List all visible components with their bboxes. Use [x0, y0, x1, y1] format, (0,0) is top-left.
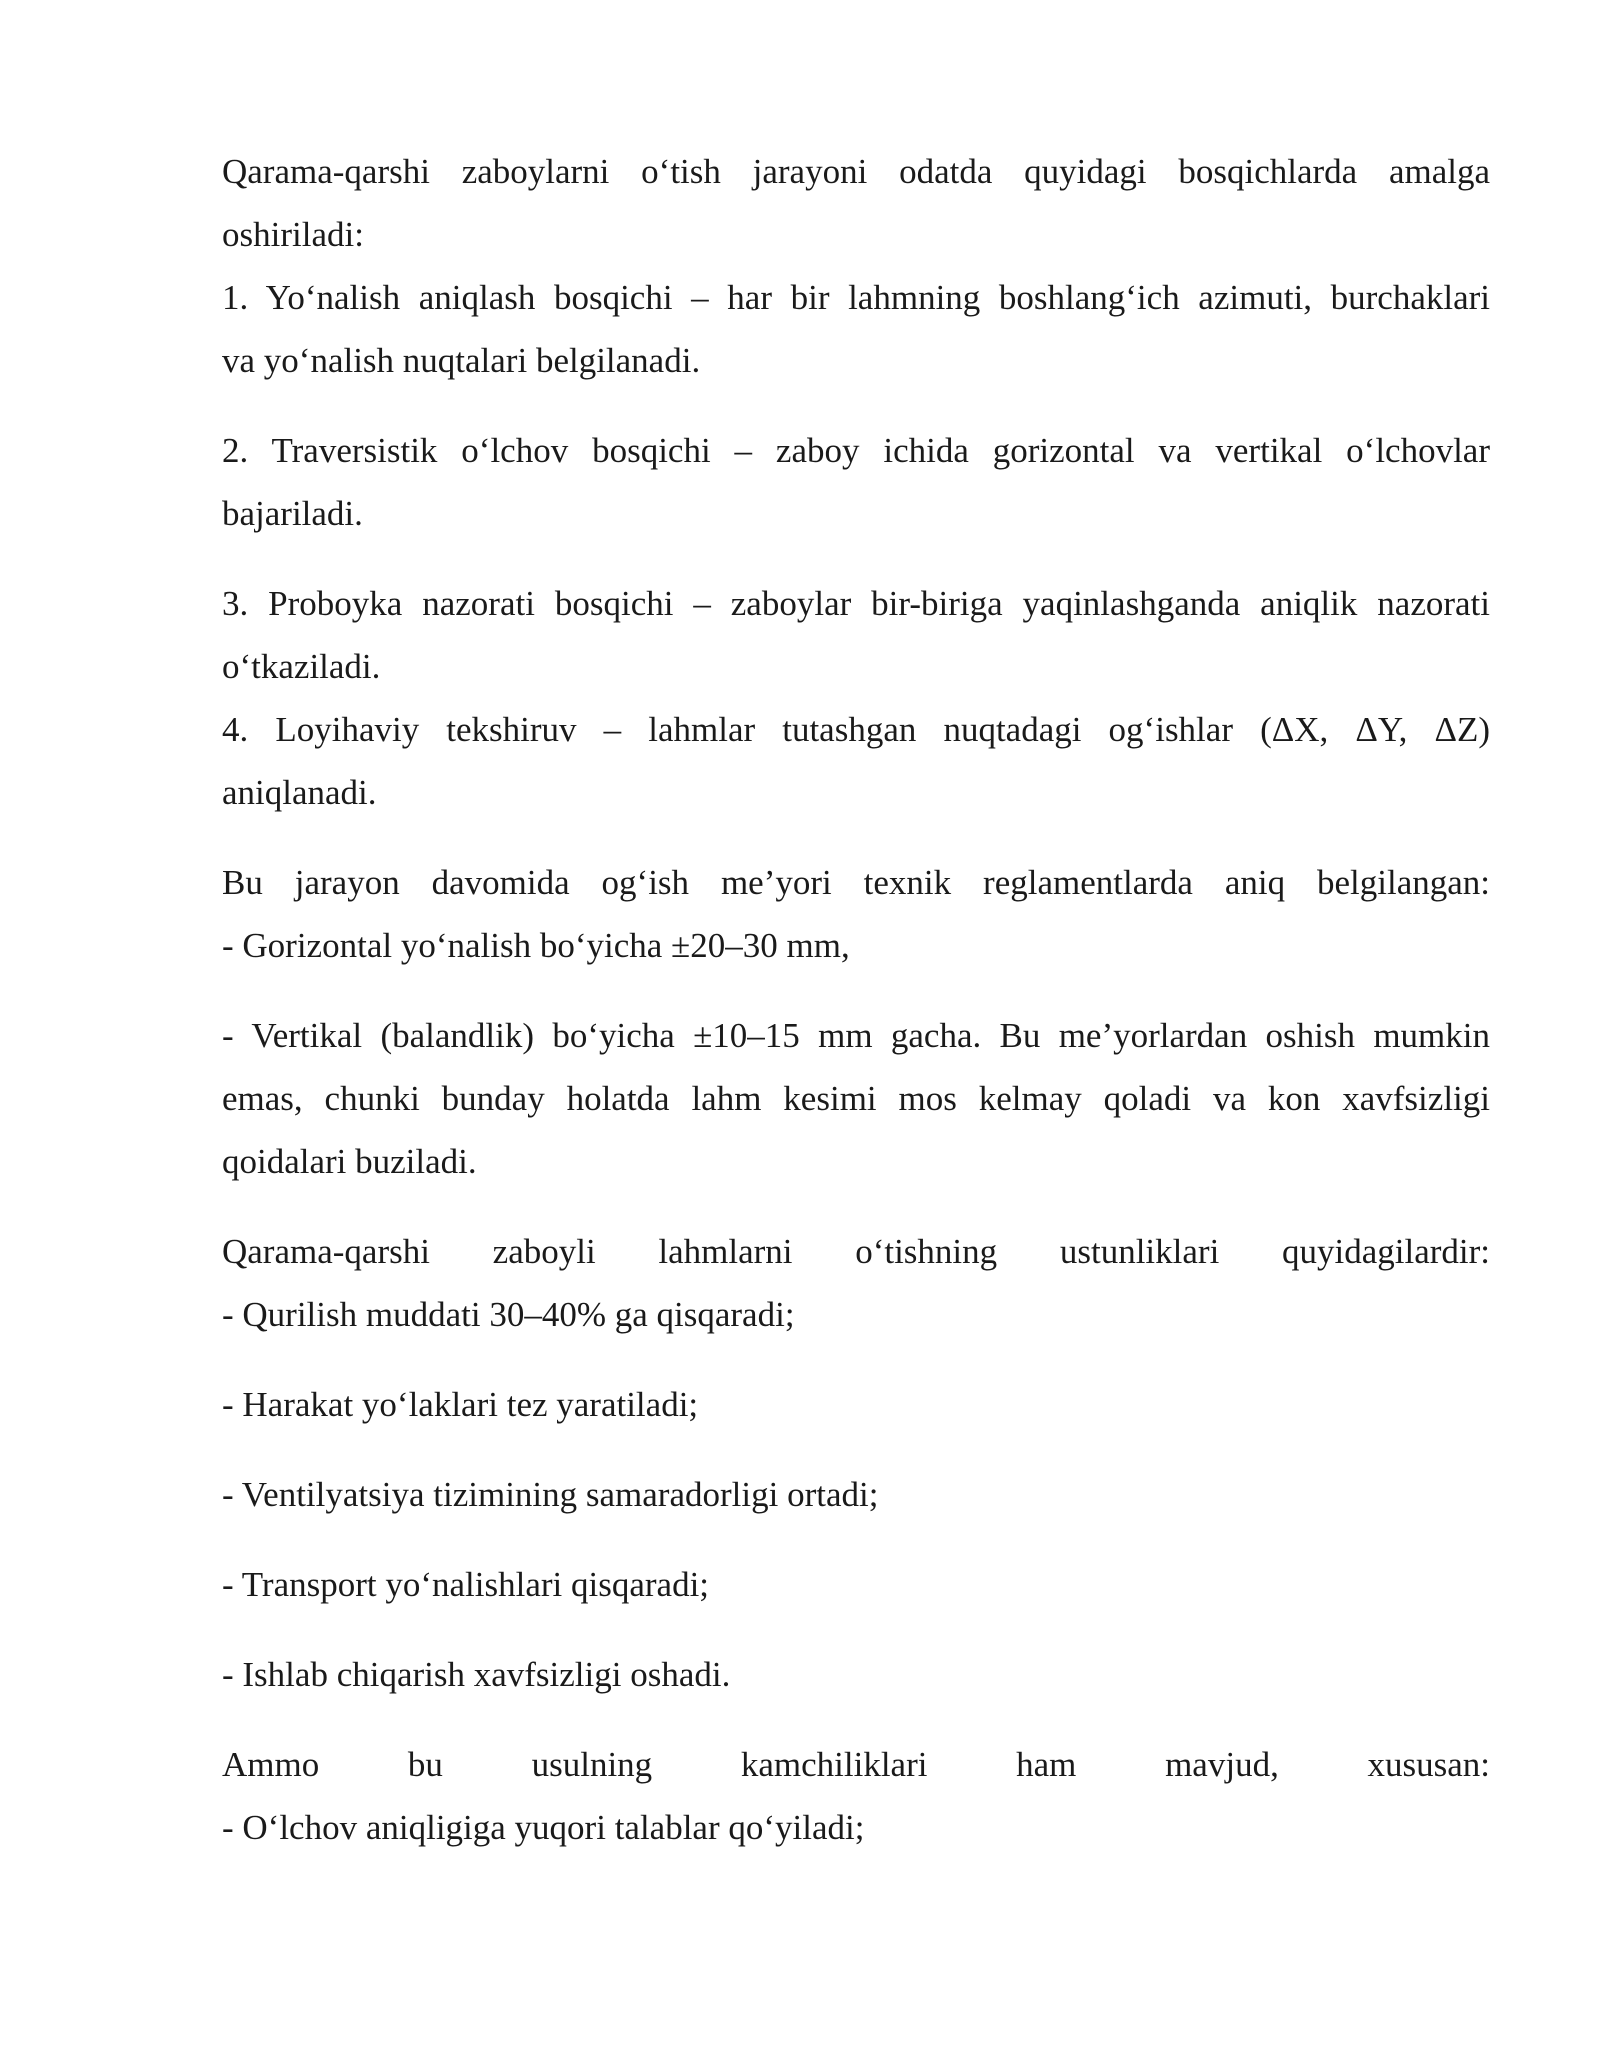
paragraph-line: - Qurilish muddati 30–40% ga qisqaradi;	[222, 1295, 795, 1334]
paragraph-line: - Vertikal (balandlik) bo‘yicha ±10–15 mm gacha. Bu me’yorlardan oshish mumkin	[222, 1016, 1490, 1055]
paragraph-line: Bu jarayon davomida og‘ish me’yori texnik reglamentlarda aniq belgilangan:	[222, 863, 1490, 902]
paragraph-line: Qarama-qarshi zaboyli lahmlarni o‘tishning ustunliklari quyidagilardir:	[222, 1232, 1490, 1271]
paragraph-line: qoidalari buziladi.	[222, 1142, 477, 1181]
paragraph-step-2	[222, 419, 1490, 545]
paragraph-step-1	[222, 266, 1490, 392]
document-page	[222, 140, 1490, 1859]
paragraph-line: - Gorizontal yo‘nalish bo‘yicha ±20–30 mm,	[222, 926, 850, 965]
paragraph-line: - Harakat yo‘laklari tez yaratiladi;	[222, 1385, 699, 1424]
paragraph-advantages	[222, 1220, 1490, 1346]
paragraph-norms	[222, 851, 1490, 977]
paragraph-line: - Ventilyatsiya tizimining samaradorligi ortadi;	[222, 1475, 879, 1514]
paragraph-line: Qarama-qarshi zaboylarni o‘tish jarayoni odatda quyidagi bosqichlarda amalga	[222, 152, 1490, 191]
paragraph-line: - Transport yo‘nalishlari qisqaradi;	[222, 1565, 710, 1604]
paragraph-step-4	[222, 698, 1490, 824]
paragraph-intro	[222, 140, 1490, 266]
list-item-advantage	[222, 1643, 1490, 1706]
paragraph-line: 2. Traversistik o‘lchov bosqichi – zaboy ichida gorizontal va vertikal o‘lchovlar	[222, 431, 1490, 470]
paragraph-vertical	[222, 1004, 1490, 1193]
paragraph-line: 3. Proboyka nazorati bosqichi – zaboylar bir-biriga yaqinlashganda aniqlik nazorati	[222, 584, 1490, 623]
paragraph-line: - O‘lchov aniqligiga yuqori talablar qo‘yiladi;	[222, 1808, 865, 1847]
list-item-advantage	[222, 1463, 1490, 1526]
paragraph-disadvantages	[222, 1733, 1490, 1859]
paragraph-line: o‘tkaziladi.	[222, 647, 381, 686]
list-item-advantage	[222, 1553, 1490, 1616]
paragraph-step-3	[222, 572, 1490, 698]
paragraph-line: 4. Loyihaviy tekshiruv – lahmlar tutashgan nuqtadagi og‘ishlar (ΔX, ΔY, ΔZ)	[222, 710, 1490, 749]
paragraph-line: va yo‘nalish nuqtalari belgilanadi.	[222, 341, 701, 380]
paragraph-line: aniqlanadi.	[222, 773, 377, 812]
paragraph-line: oshiriladi:	[222, 215, 364, 254]
paragraph-line: Ammo bu usulning kamchiliklari ham mavjud, xususan:	[222, 1745, 1490, 1784]
paragraph-line: bajariladi.	[222, 494, 363, 533]
paragraph-line: 1. Yo‘nalish aniqlash bosqichi – har bir lahmning boshlang‘ich azimuti, burchaklari	[222, 278, 1490, 317]
list-item-advantage	[222, 1373, 1490, 1436]
paragraph-line: - Ishlab chiqarish xavfsizligi oshadi.	[222, 1655, 731, 1694]
paragraph-line: emas, chunki bunday holatda lahm kesimi mos kelmay qoladi va kon xavfsizligi	[222, 1079, 1490, 1118]
